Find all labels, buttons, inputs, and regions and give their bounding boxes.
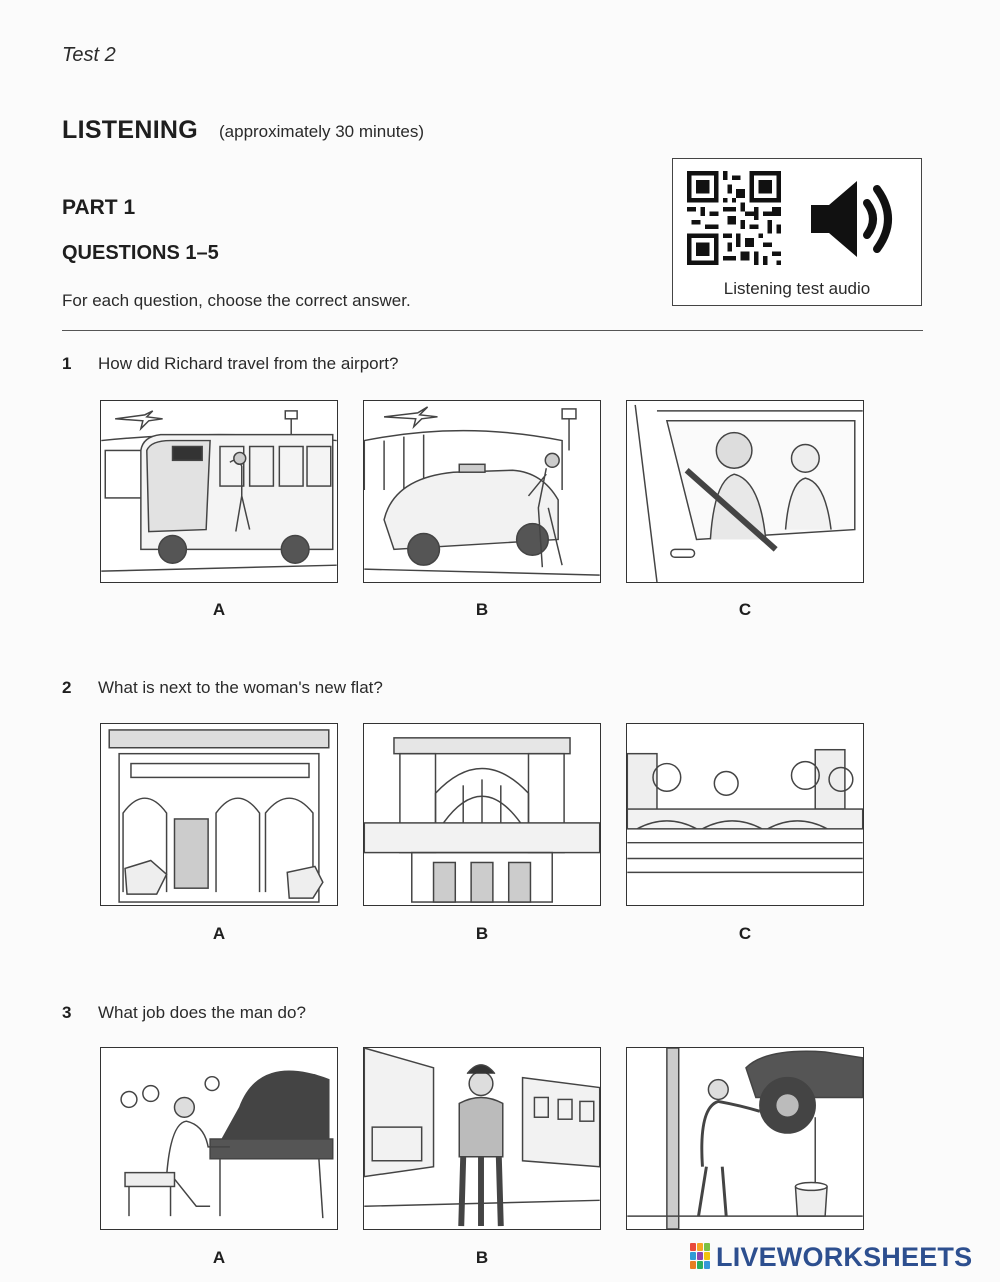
q1-option-a-label[interactable]: A (212, 600, 226, 619)
q2-option-c-image[interactable] (626, 723, 864, 906)
section-title: LISTENING (62, 116, 199, 144)
q2-option-b-image[interactable] (363, 723, 601, 906)
question-text: What job does the man do? (98, 1003, 306, 1022)
audio-label: Listening test audio (723, 279, 871, 298)
question-number: 3 (62, 1003, 72, 1022)
q3-option-a-image[interactable] (100, 1047, 338, 1230)
question-text: How did Richard travel from the airport? (98, 354, 399, 373)
q2-option-a-image[interactable] (100, 723, 338, 906)
liveworksheets-logo (690, 1239, 972, 1275)
part-heading: PART 1 (62, 196, 136, 219)
q2-option-c-label[interactable]: C (738, 924, 752, 943)
q1-option-b-label[interactable]: B (475, 600, 489, 619)
q1-option-c-image[interactable] (626, 400, 864, 583)
q1-option-a-image[interactable] (100, 400, 338, 583)
section-duration: (approximately 30 minutes) (219, 122, 425, 141)
q3-option-a-label[interactable]: A (212, 1248, 226, 1267)
question-number: 2 (62, 678, 72, 697)
audio-player-box[interactable] (672, 158, 922, 306)
q2-option-a-label[interactable]: A (212, 924, 226, 943)
q2-option-b-label[interactable]: B (475, 924, 489, 943)
test-label: Test 2 (62, 44, 116, 66)
qr-code-icon (687, 171, 781, 265)
logo-mark-icon (690, 1243, 712, 1271)
question-number: 1 (62, 354, 72, 373)
instructions: For each question, choose the correct answer. (62, 291, 411, 310)
q3-option-b-image[interactable] (363, 1047, 601, 1230)
logo-text: LIVEWORKSHEETS (716, 1241, 973, 1272)
q1-option-c-label[interactable]: C (738, 600, 752, 619)
divider (62, 330, 923, 331)
speaker-icon[interactable] (807, 177, 897, 261)
q3-option-b-label[interactable]: B (475, 1248, 489, 1267)
q3-option-c-image[interactable] (626, 1047, 864, 1230)
questions-heading: QUESTIONS 1–5 (62, 242, 219, 264)
q1-option-b-image[interactable] (363, 400, 601, 583)
question-text: What is next to the woman's new flat? (98, 678, 383, 697)
